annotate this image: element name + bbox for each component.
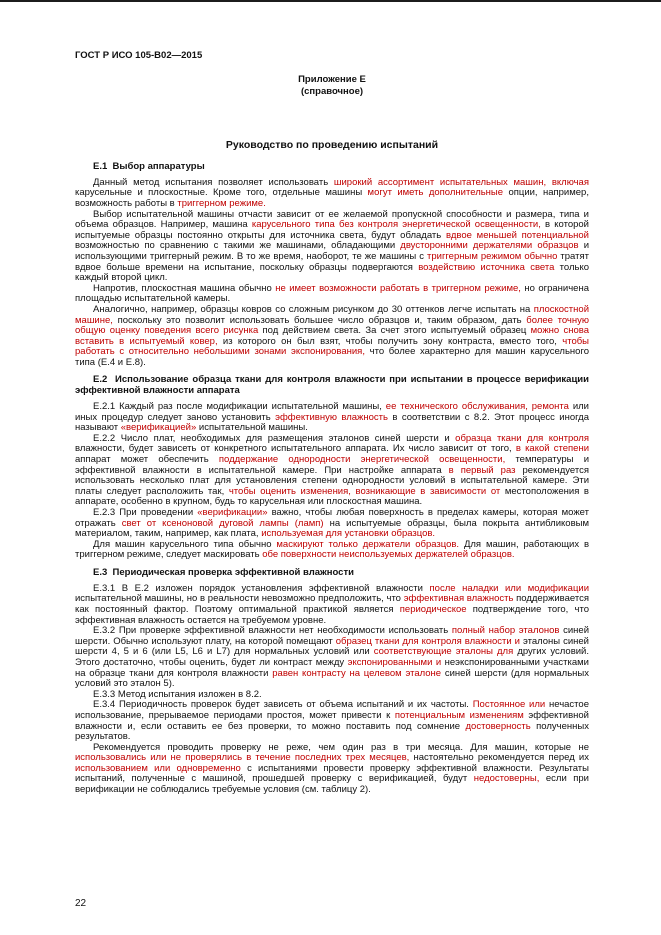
body-text: что более характерно для машин карусельного типа (Е.4 и Е.8). [75, 346, 589, 368]
body-text: испытательной машины, но в реальности невозможно предположить, что [75, 593, 404, 605]
paragraph [75, 210, 589, 284]
body-text: Е.2.3 При проведении [93, 507, 198, 519]
body-text: эталоны синей шерсти 4, 5 и 6 (или L5, L6 и L7) для нормальных условий или [75, 635, 589, 658]
body-text: Е.3.3 Метод испытания изложен в 8.2. [93, 688, 262, 700]
section-heading [75, 375, 589, 397]
paragraph [75, 284, 589, 305]
body-text: испытательной машины. [198, 422, 308, 434]
paragraph [75, 584, 589, 626]
highlighted-text: Постоянное или [472, 699, 549, 711]
highlighted-text: «верификацией» [120, 422, 199, 434]
body-text: Е.3.4 Периодичность проверок будет зависеть от объема испытаний и их частоты. [93, 699, 473, 711]
paragraph [75, 700, 589, 742]
body-text: Данный метод испытания позволяет использовать [93, 176, 334, 188]
highlighted-text: триггерным режимом обычно [427, 250, 561, 262]
body-text: эффективной влажности и, если оставить ее без проверки, то можно поставить под сомнение [75, 709, 589, 732]
body-text: на испытуемые образцы, была покрыта антибликовым материалом, таким, например, как плата, [75, 517, 589, 540]
highlighted-text: используемая для установки образцов. [261, 528, 436, 540]
paragraph [75, 508, 589, 540]
highlighted-text: свет от ксеноновой дуговой лампы (ламп) [121, 517, 330, 529]
highlighted-text: чтобы оценить изменения, возникающие в зависимости от [228, 485, 505, 497]
highlighted-text: не имеет возможности работать в триггерном режиме, [275, 282, 525, 294]
highlighted-text: маскируют только держатели образцов. [276, 538, 464, 550]
body-text: только каждый второй цикл. [75, 261, 589, 284]
body-text: других условий. Этого достаточно, чтобы оценить, будет ли контраст между [75, 646, 589, 668]
highlighted-text: потенциальным изменениям [394, 709, 529, 721]
paragraph [75, 178, 589, 210]
body-text: подтверждение того, что эффективная влажность остается на требуемом уровне. [75, 603, 590, 626]
highlighted-text: достоверность [465, 720, 537, 732]
highlighted-text: «верификации» [197, 507, 272, 519]
body-text: тратят вдвое больше времени на испытание, поскольку образцы подвергаются [75, 250, 589, 273]
highlighted-text: недостоверны, [473, 773, 546, 785]
body-text: но ограничена площадью испытательной камеры. [75, 282, 589, 305]
body-text: Напротив, плоскостная машина обычно [93, 282, 276, 294]
body-text: важно, чтобы любая поверхность в пределах камеры, которая может отражать [75, 507, 589, 529]
highlighted-text: после наладки или модификации [429, 582, 589, 594]
body-text: карусельные и плоскостные. Кроме того, отдельные машины [75, 187, 368, 199]
highlighted-text: экспонированными и [347, 656, 445, 668]
document-body [75, 162, 589, 796]
body-text: полученных результатов. [75, 720, 589, 743]
highlighted-text: более точную общую оценку поведения всего рисунка [75, 314, 589, 337]
body-text: из которого он был взят, чтобы получить зону контраста, вместо того, [222, 335, 563, 347]
highlighted-text: периодическое [399, 603, 473, 615]
body-text: Для машин, работающих в триггерном режиме, следует маскировать [75, 538, 589, 561]
highlighted-text: плоскостной машине, [75, 303, 589, 326]
body-text: Рекомендуется проводить проверку не реже, чем один раз в три месяца. Для машин, которые не [93, 741, 589, 753]
section-heading [75, 162, 589, 173]
body-text: или иных процедур следует заново установить [75, 401, 589, 423]
body-text: влажности, будет зависеть от конкретного испытательного аппарата. Их число зависит от того, [75, 443, 516, 455]
highlighted-text: поддержание однородности энергетической освещенности, [218, 454, 516, 466]
body-text: с испытаниями провести проверку эффективной влажности. Результаты испытаний, полученные с машиной, прошедшей проверку с верификацией, будут [75, 762, 589, 785]
body-text: неэкспонированными участками на образце ткани для контроля влажности [75, 656, 589, 679]
body-text: Е.2 Использование образца ткани для контроля влажности при испытании в процессе верификации эффективной влажности аппарата [75, 374, 589, 397]
body-text: возможностью по сравнению с такими же машинами, обладающими [75, 240, 401, 252]
highlighted-text: триггерном режиме. [177, 197, 266, 209]
highlighted-text: эффективную влажность [275, 411, 393, 423]
highlighted-text: образец ткани для контроля влажности и [335, 635, 523, 647]
paragraph [75, 743, 589, 796]
body-text: под действием света. За счет этого испытуемый образец [262, 325, 531, 337]
highlighted-text: воздействию источника света [418, 261, 560, 273]
section-heading [75, 568, 589, 579]
highlighted-text: эффективная влажность [403, 593, 517, 605]
highlighted-text: в какой степени [515, 443, 590, 455]
paragraph [75, 402, 589, 434]
highlighted-text: можно снова вставить в испытуемый ковер, [75, 325, 589, 347]
body-text: в которой испытуемые образцы постоянно открыты для источника света, будут обладать [75, 219, 589, 241]
body-text: если при верификации не соблюдались требуемые условия (см. таблицу 2). [75, 773, 589, 796]
body-text: синей шерсти (для нормальных условий это эталон 5). [75, 667, 590, 690]
highlighted-text: чтобы работать с относительно небольшими зонами экспонирования, [75, 335, 589, 358]
highlighted-text: использованием или одновременно [75, 762, 248, 774]
body-text: поскольку это позволит использовать большее число образцов и, таким образом, дать [117, 314, 527, 326]
body-text: Е.3 Периодическая проверка эффективной влажности [93, 566, 354, 578]
body-text: настоятельно рекомендуется перед их [413, 752, 589, 764]
highlighted-text: полный набор эталонов [451, 625, 564, 637]
highlighted-text: карусельного типа без контроля энергетической освещенности, [251, 219, 546, 231]
body-text: Для машин карусельного типа обычно [93, 538, 277, 550]
body-text: местоположения в аппарате, особенно в крупном, будь то карусельная или плоскостная машина. [75, 485, 589, 508]
body-text: Аналогично, например, образцы ковров со сложным рисунком до 30 оттенков легче испытать на [93, 303, 534, 315]
highlighted-text: использовались или не проверялись в течение последних трех месяцев, [75, 752, 414, 764]
body-text: опции, например, возможность работы в [75, 187, 589, 209]
body-text: синей шерсти. Обычно используют плату, на которой помещают [75, 625, 590, 647]
page-title: Руководство по проведению испытаний [225, 139, 439, 151]
body-text: Е.3.1 В Е.2 изложен порядок установления эффективной влажности [93, 582, 430, 594]
highlighted-text: могут иметь дополнительные [367, 187, 509, 199]
highlighted-text: ее технического обслуживания, ремонта [385, 401, 573, 413]
highlighted-text: соответствующие эталоны для [373, 646, 518, 658]
body-text: поддерживается как постоянный фактор. Поэтому оптимальной практикой является [75, 593, 589, 615]
body-text: нечастое использование, прерываемое периодами простоя, может привести к [75, 699, 589, 721]
highlighted-text: двусторонними держателями образцов [400, 240, 584, 252]
page-number: 22 [75, 898, 87, 909]
body-text: Выбор испытательной машины отчасти зависит от ее желаемой пропускной способности и размера, типа и объема образцов. Например, машина [75, 208, 589, 231]
annex-note: (справочное) [300, 85, 364, 97]
highlighted-text: образца ткани для контроля [455, 432, 589, 444]
highlighted-text: обе поверхности неиспользуемых держателей образцов. [262, 549, 515, 561]
highlighted-text: вдвое меньшей потенциальной [445, 229, 589, 241]
body-text: в соответствии с 8.2. Этот процесс иногда называют [75, 411, 589, 434]
body-text: Е.2.2 Число плат, необходимых для размещения эталонов синей шерсти и [93, 432, 456, 444]
highlighted-text: широкий ассортимент испытательных машин, включая [333, 176, 589, 188]
paragraph [75, 305, 589, 369]
annex-label: Приложение Е [298, 74, 366, 85]
paragraph [75, 540, 589, 561]
highlighted-text: равен контрасту на целевом эталоне [272, 667, 445, 679]
body-text: и использующими триггерный режим. В то же время, наоборот, те же машины с [75, 240, 589, 262]
paragraph [75, 434, 589, 508]
highlighted-text: в первый раз [448, 464, 523, 476]
body-text: рекомендуется использовать несколько плат для установления степени однородности условий в испытательной камере. Эти платы следует расположить так, [75, 464, 589, 497]
body-text: температуры и эффективной влажности в испытательной камере. При настройке аппарата [75, 454, 589, 476]
body-text: Е.3.2 При проверке эффективной влажности нет необходимости использовать [93, 625, 452, 637]
body-text: аппарат может обеспечить [75, 454, 219, 466]
document-code: ГОСТ Р ИСО 105-В02—2015 [75, 50, 203, 61]
body-text: Е.2.1 Каждый раз после модификации испытательной машины, [93, 401, 386, 413]
body-text: Е.1 Выбор аппаратуры [93, 161, 205, 172]
paragraph [75, 626, 589, 690]
